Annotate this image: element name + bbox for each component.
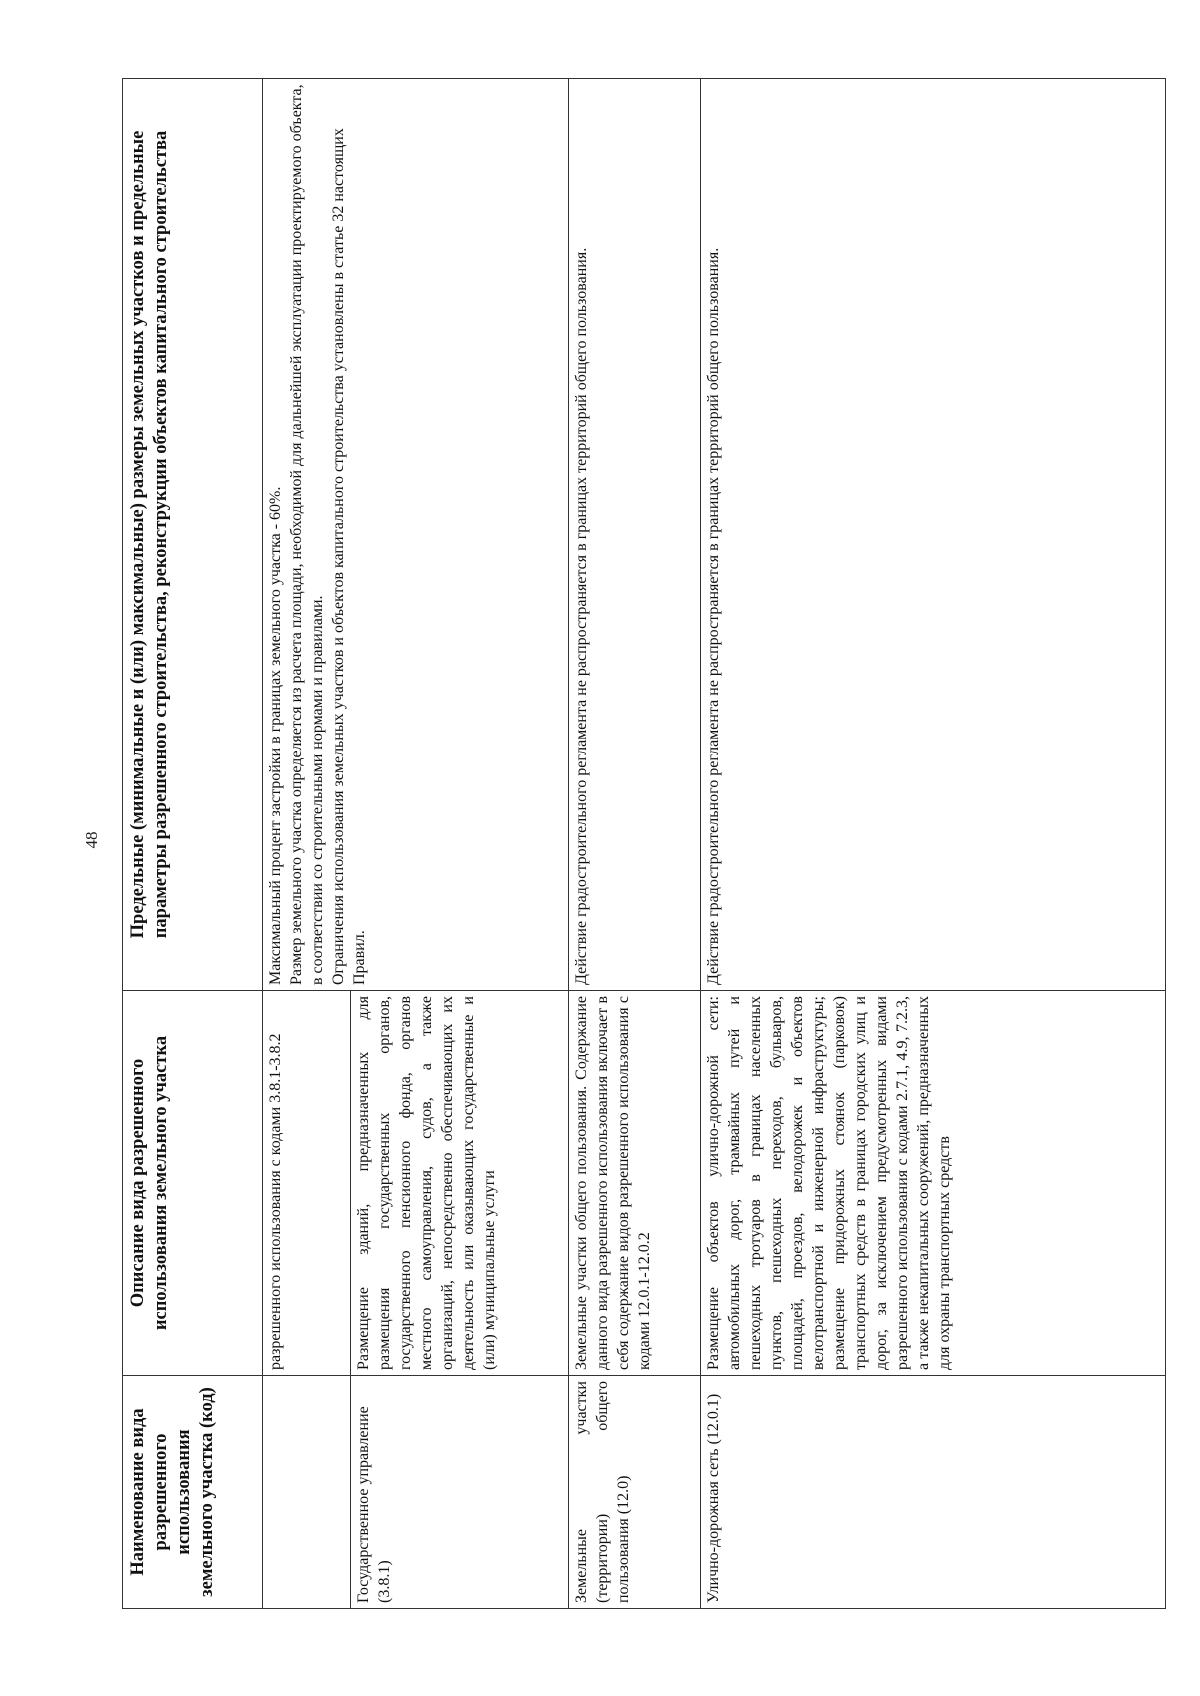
regulation-table — [122, 78, 1166, 1609]
row-description-cell: Земельные участки общего пользования. Содержание данного вида разрешенного использования включает в себя содержание видов разрешенного использования с кодами 12.0.1-12.0.2 — [569, 991, 701, 1376]
row-description-cell: разрешенного использования с кодами 3.8.1-3.8.2 — [263, 991, 351, 1376]
parameters-line: Максимальный процент застройки в границах земельного участка - 60%. — [267, 486, 284, 985]
rotated-table-container — [122, 79, 1166, 1609]
row-name-cell: Государственное управление (3.8.1) — [351, 1376, 569, 1609]
row-name-cell: Улично-дорожная сеть (12.0.1) — [701, 1376, 1166, 1609]
table-row — [569, 79, 701, 1609]
row-parameters-cell: Действие градостроительного регламента не распространяется в границах территорий общего пользования. — [569, 79, 701, 991]
row-parameters-cell: Действие градостроительного регламента не распространяется в границах территорий общего пользования. — [701, 79, 1166, 991]
table-row — [701, 79, 1166, 1609]
table-header-row — [123, 79, 263, 1609]
header-description-column: Описание вида разрешенного использования земельного участка — [123, 991, 263, 1376]
row-name-cell: Земельные участки (территории) общего пользования (12.0) — [569, 1376, 701, 1609]
row-parameters-cell — [263, 79, 569, 991]
header-name-column: Наименование вида разрешенного использования земельного участка (код) — [123, 1376, 263, 1609]
parameters-line: Ограничения использования земельных участков и объектов капитального строительства установлены в статье 32 настоящих Правил. — [330, 128, 368, 985]
parameters-line: Размер земельного участка определяется из расчета площади, необходимой для дальнейшей эксплуатации проектируемого объекта, в соответствии со строительными нормами и правилами. — [288, 84, 326, 985]
page-number: 48 — [82, 831, 101, 849]
row-name-cell — [263, 1376, 351, 1609]
row-description-cell: Размещение объектов улично-дорожной сети: автомобильных дорог, трамвайных путей и пешеходных тротуаров в границах населенных пунктов, пешеходных переходов, бульваров, площадей, проездов, велодорожек и объектов велотранспортной и инженерной инфраструктуры; размещение придорожных стоянок (парковок) транспортных средств в границах городских улиц и дорог, за исключением предусмотренных видами разрешенного использования с кодами 2.7.1, 4.9, 7.2.3, а также некапитальных сооружений, предназначенных для охраны транспортных средств — [701, 991, 1166, 1376]
header-parameters-column: Предельные (минимальные и (или) максимальные) размеры земельных участков и предельные параметры разрешенного строительства, реконструкции объектов капитального строительства — [123, 79, 263, 991]
row-description-cell: Размещение зданий, предназначенных для размещения государственных органов, государственного пенсионного фонда, органов местного самоуправления, судов, а также организаций, непосредственно обеспечивающих их деятельность или оказывающих государственные и (или) муниципальные услуги — [351, 991, 569, 1376]
table-row — [263, 79, 351, 1609]
